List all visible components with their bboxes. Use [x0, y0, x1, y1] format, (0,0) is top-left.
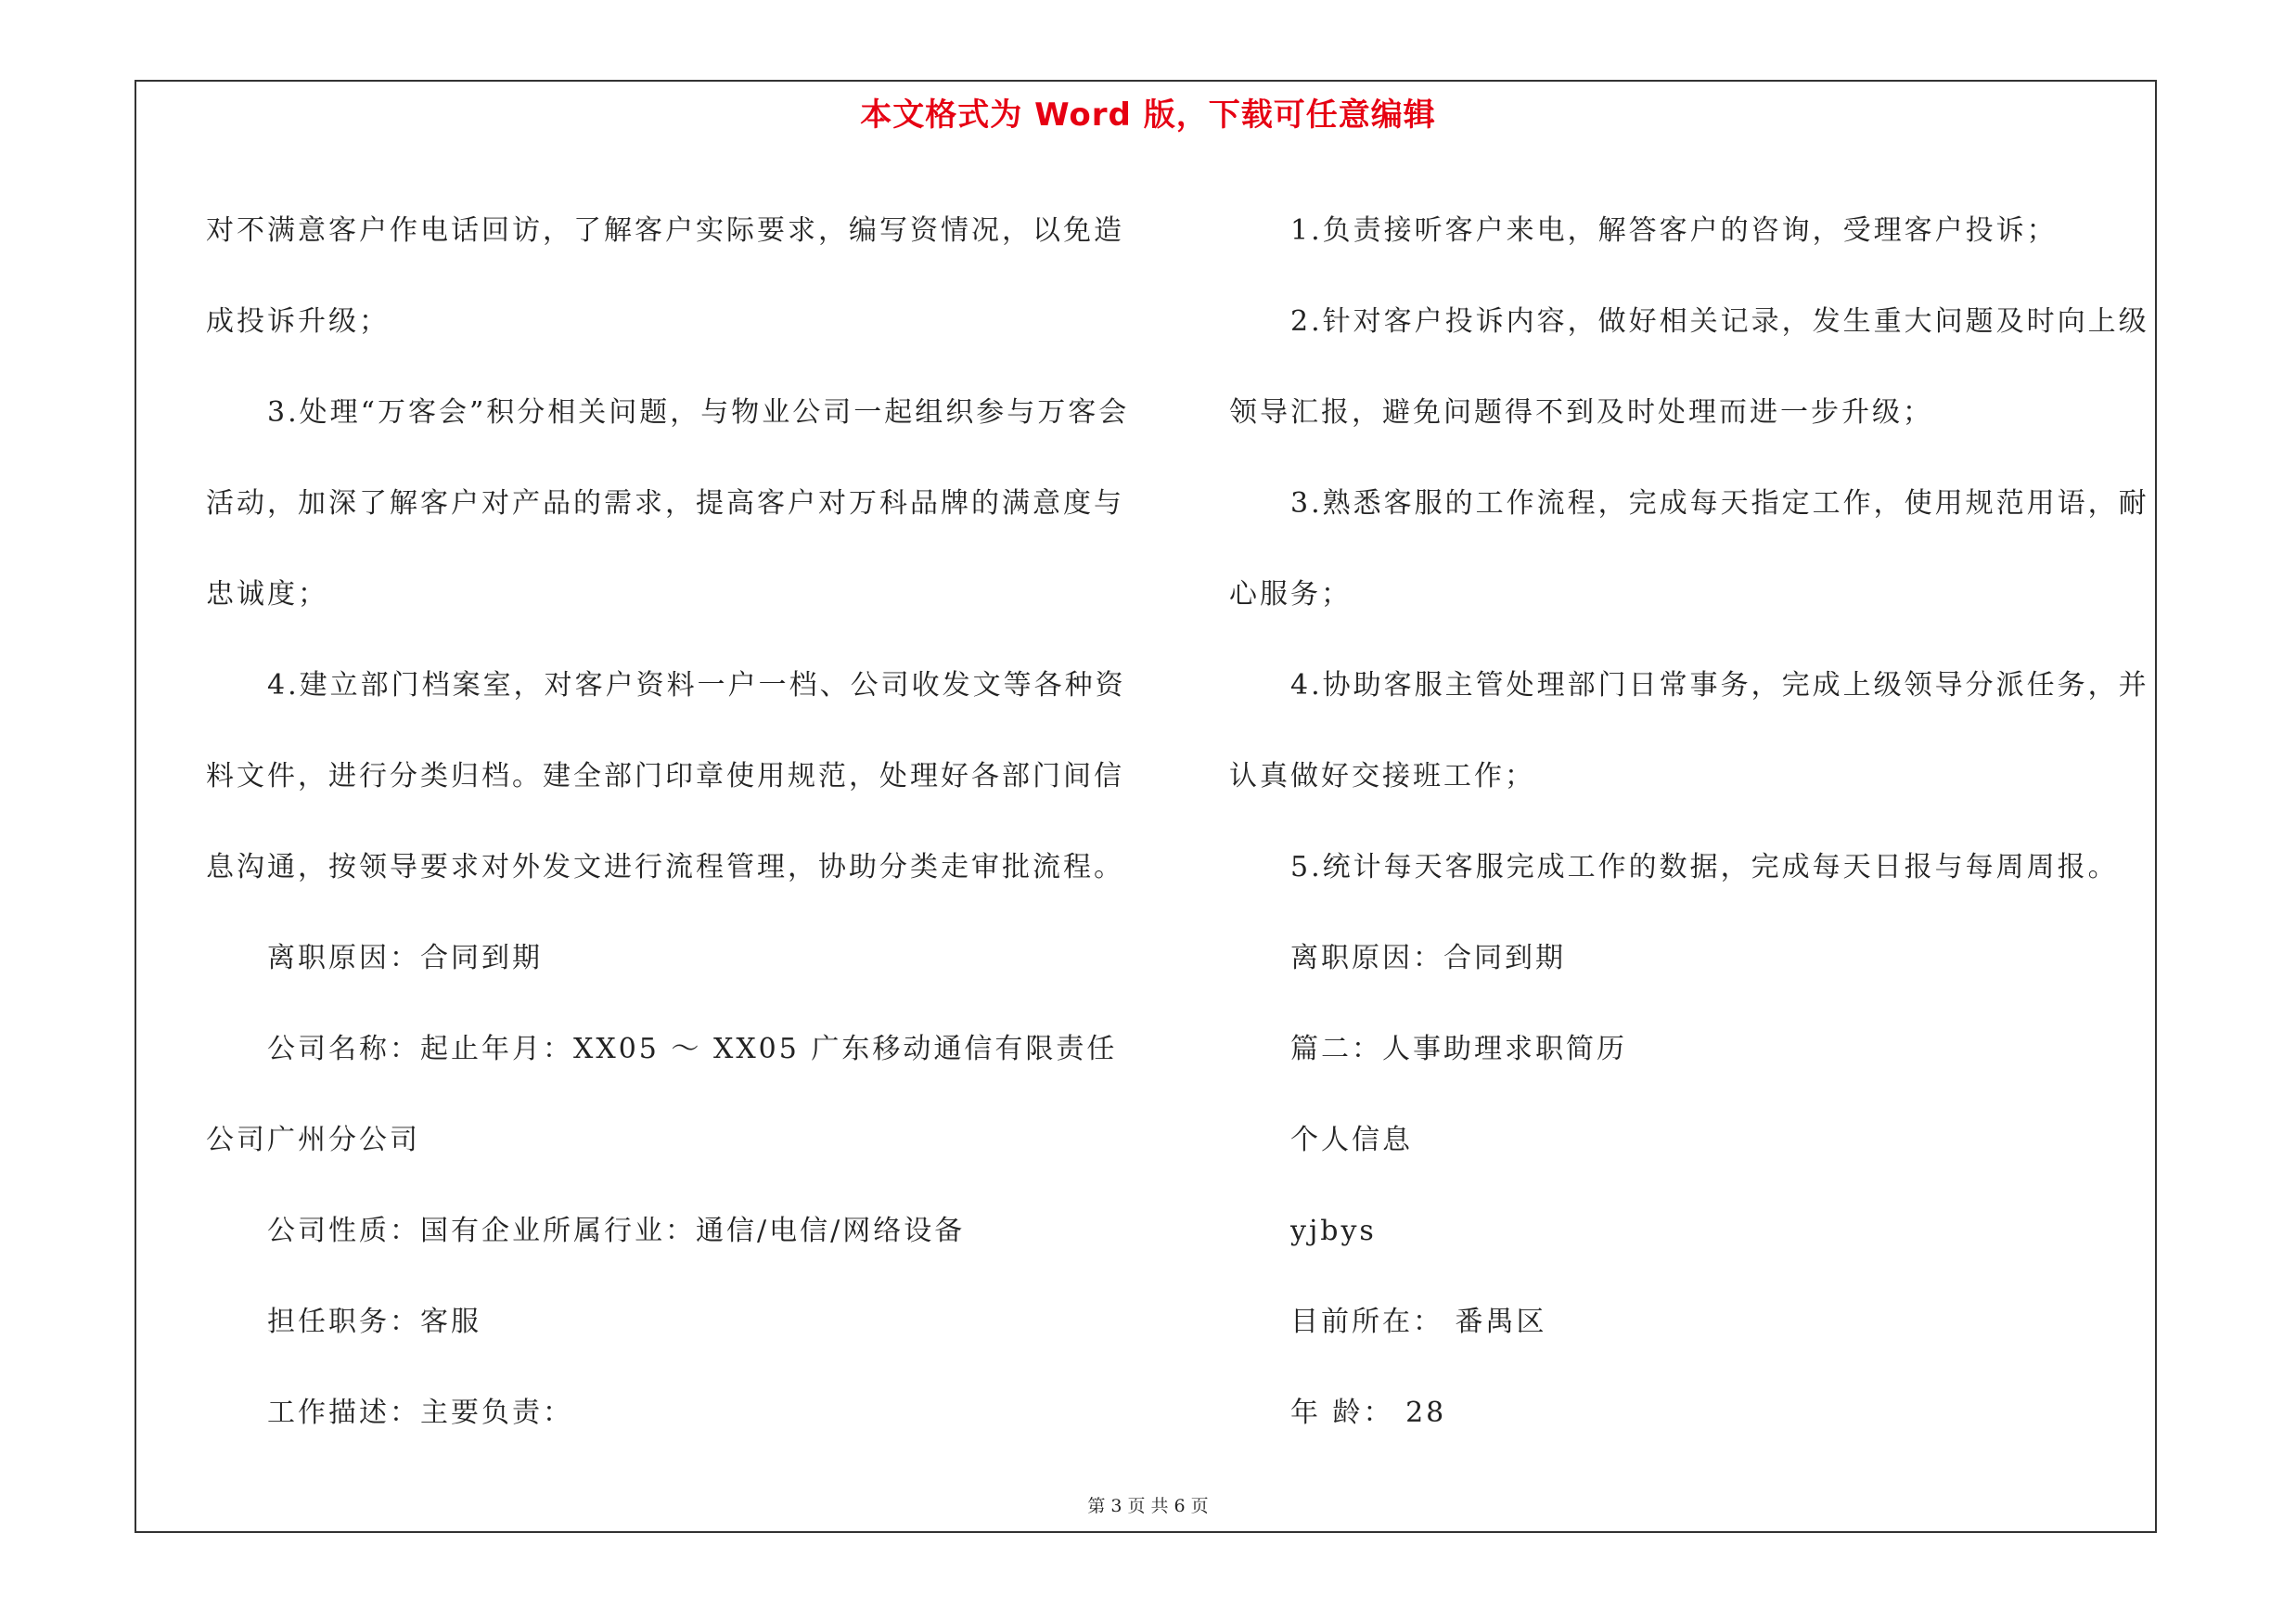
right-paragraph-9: yjbys — [1290, 1215, 1377, 1247]
left-paragraph-7: 担任职务：客服 — [267, 1306, 481, 1338]
right-paragraph-4: 4.协助客服主管处理部门日常事务，完成上级领导分派任务，并认真做好交接班工作； — [1229, 669, 2149, 792]
right-paragraph-8: 个人信息 — [1290, 1124, 1413, 1156]
right-paragraph-6: 离职原因：合同到期 — [1290, 942, 1566, 974]
right-paragraph-2: 2.针对客户投诉内容，做好相关记录，发生重大问题及时向上级领导汇报，避免问题得不到及时处理而进一步升级； — [1229, 305, 2149, 429]
left-paragraph-5: 公司名称：起止年月：XX05 ～ XX05 广东移动通信有限责任公司广州分公司 — [206, 1033, 1118, 1156]
left-paragraph-1: 对不满意客户作电话回访，了解客户实际要求，编写资情况，以免造成投诉升级； — [206, 214, 1124, 338]
left-paragraph-2: 3.处理“万客会”积分相关问题，与物业公司一起组织参与万客会活动，加深了解客户对产品的需求，提高客户对万科品牌的满意度与忠诚度； — [206, 396, 1130, 611]
left-column — [206, 186, 1148, 1459]
page-number-footer: 第 3 页 共 6 页 — [1087, 1496, 1209, 1516]
right-paragraph-5: 5.统计每天客服完成工作的数据，完成每天日报与每周周报。 — [1290, 851, 2119, 883]
format-banner: 本文格式为 Word 版，下载可任意编辑 — [860, 97, 1436, 134]
left-paragraph-3: 4.建立部门档案室，对客户资料一户一档、公司收发文等各种资料文件，进行分类归档。建全部门印章使用规范，处理好各部门间信息沟通，按领导要求对外发文进行流程管理，协助分类走审批流程。 — [206, 669, 1126, 883]
left-paragraph-6: 公司性质：国有企业所属行业：通信/电信/网络设备 — [267, 1215, 966, 1247]
right-paragraph-7: 篇二：人事助理求职简历 — [1290, 1033, 1627, 1065]
left-paragraph-8: 工作描述：主要负责： — [267, 1397, 573, 1429]
right-paragraph-1: 1.负责接听客户来电，解答客户的咨询，受理客户投诉； — [1290, 214, 2058, 247]
right-paragraph-3: 3.熟悉客服的工作流程，完成每天指定工作，使用规范用语，耐心服务； — [1229, 487, 2149, 611]
right-paragraph-11: 年 龄： 28 — [1290, 1397, 1447, 1429]
right-column — [1229, 186, 2157, 1459]
right-paragraph-10: 目前所在： 番禺区 — [1290, 1306, 1547, 1338]
left-paragraph-4: 离职原因：合同到期 — [267, 942, 543, 974]
